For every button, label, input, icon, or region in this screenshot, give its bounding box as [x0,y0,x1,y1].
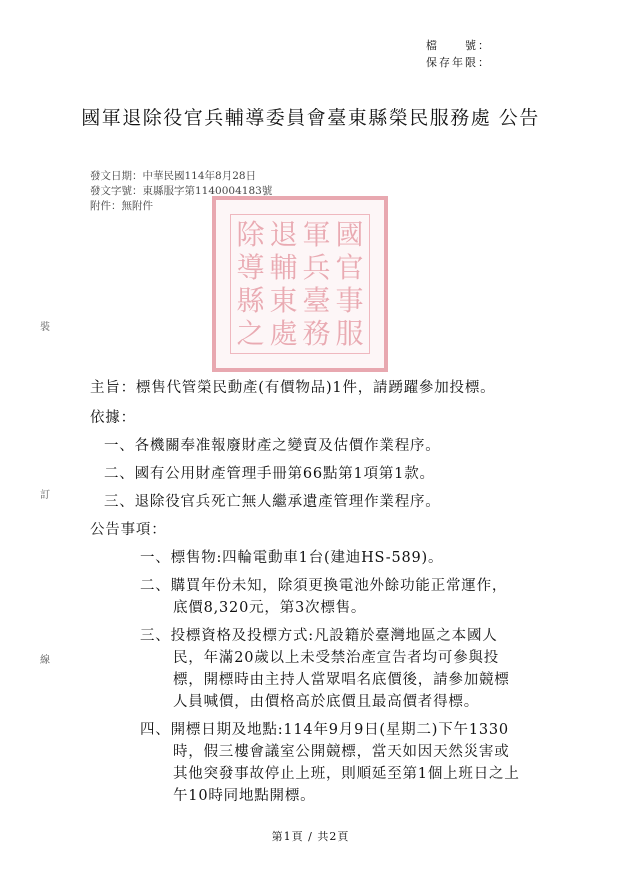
page-title: 國軍退除役官兵輔導委員會臺東縣榮民服務處 公告 [81,107,540,129]
seal-characters [234,218,366,350]
notice-item-4-line-1: 四、開標日期及地點:114年9月9日(星期二)下午1330 [140,722,509,738]
notice-item-4-line-2: 時，假三樓會議室公開競標，當天如因天然災害或 [173,744,510,760]
seal-char: 之 [236,317,265,350]
attachment-note: 附件：無附件 [90,200,153,212]
seal-char: 國 [335,218,364,251]
basis-item-3: 三、退除役官兵死亡無人繼承遺產管理作業程序。 [104,494,441,510]
notice-item-1-line-1: 一、標售物:四輪電動車1台(建迪HS-589)。 [140,550,444,566]
notice-item-3-line-4: 人員喊價，由價格高於底價且最高價者得標。 [173,694,479,710]
file-number-label: 檔 號： [426,39,491,52]
official-seal [212,196,388,372]
notice-item-2-line-1: 二、購買年份未知，除須更換電池外餘功能正常運作， [140,578,508,594]
seal-char: 東 [269,284,298,317]
document-number: 發文字號：東縣服字第1140004183號 [90,185,273,197]
notice-item-3-line-1: 三、投標資格及投標方式:凡設籍於臺灣地區之本國人 [140,628,498,644]
seal-char: 軍 [302,218,331,251]
notice-item-4-line-4: 午10時同地點開標。 [173,788,316,804]
seal-char: 退 [269,218,298,251]
notice-item-2-line-2: 底價8,320元，第3次標售。 [173,600,367,616]
seal-char: 務 [302,317,331,350]
notice-item-4-line-3: 其他突發事故停止上班，則順延至第1個上班日之上 [173,766,520,782]
seal-char: 導 [236,251,265,284]
notice-item-3-line-3: 標，開標時由主持人當眾唱名底價後，請參加競標 [173,672,510,688]
basis-item-1: 一、各機關奉准報廢財產之變賣及估價作業程序。 [104,438,441,454]
basis-heading: 依據： [90,410,136,426]
page-number: 第1頁 / 共2頁 [271,830,350,843]
subject-line: 主旨：標售代管榮民動產(有價物品)1件，請踴躍參加投標。 [90,380,496,396]
binding-mark-xian: 線 [40,655,50,666]
seal-char: 處 [269,317,298,350]
seal-char: 除 [236,218,265,251]
retention-period-label: 保存年限： [426,56,491,69]
seal-char: 服 [335,317,364,350]
seal-char: 臺 [302,284,331,317]
seal-char: 兵 [302,251,331,284]
issue-date: 發文日期：中華民國114年8月28日 [90,170,257,182]
seal-char: 官 [335,251,364,284]
notice-heading: 公告事項： [90,522,167,538]
notice-item-3-line-2: 民，年滿20歲以上未受禁治產宣告者均可參與投 [173,650,500,666]
seal-char: 縣 [236,284,265,317]
seal-char: 輔 [269,251,298,284]
binding-mark-ding: 訂 [40,490,50,501]
seal-char: 事 [335,284,364,317]
binding-mark-zhuang: 裝 [40,322,50,333]
basis-item-2: 二、國有公用財產管理手冊第66點第1項第1款。 [104,466,435,482]
